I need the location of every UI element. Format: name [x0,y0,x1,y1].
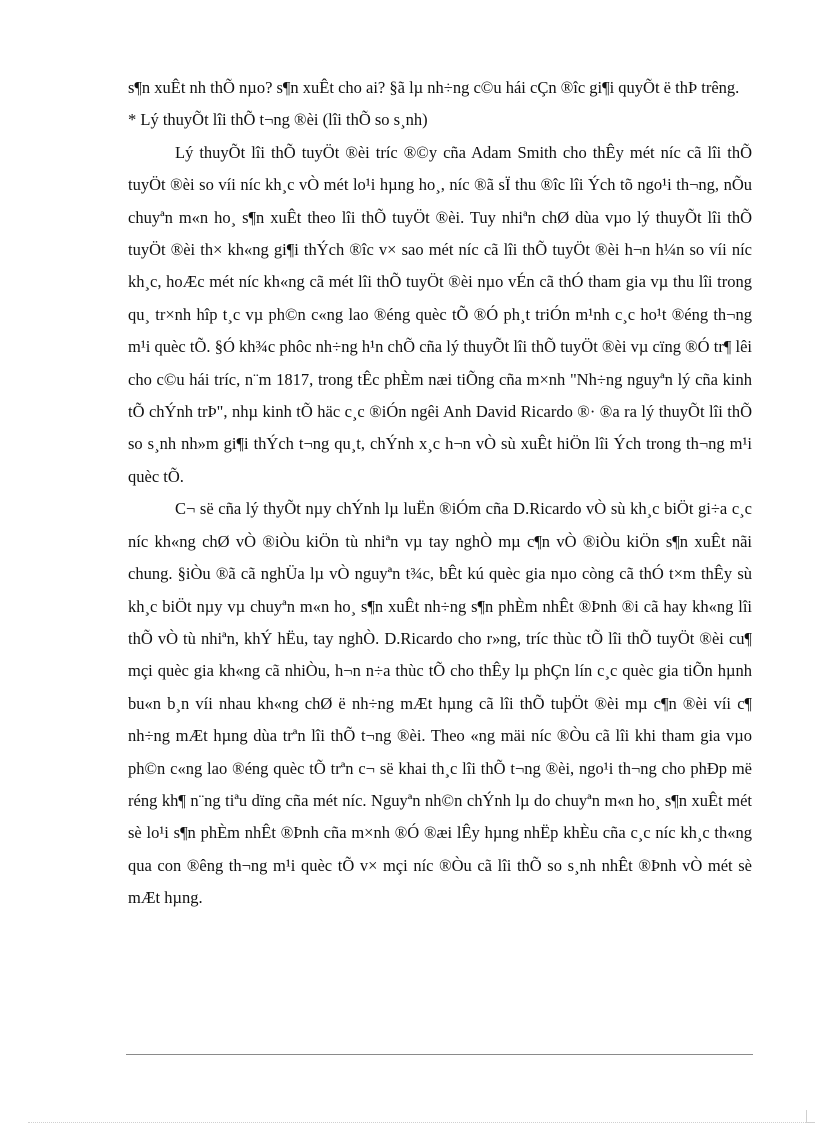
paragraph-comparative-advantage: C¬ së cña lý thyÕt nµy chÝnh lµ luËn ®iÓm cña D.Ricardo vÒ sù kh¸c biÖt gi÷a c¸c níc kh«ng chØ vÒ ®iÒu kiÖn tù nhiªn vµ tay nghÒ mµ c¶n vÒ ®iÒu kiÖn s¶n xuÊt nãi chung. §iÒu ®ã cã nghÜa lµ vÒ nguyªn t¾c, bÊt kú quèc gia nµo còng cã thÓ t×m thÊy sù kh¸c biÖt nµy vµ chuyªn m«n ho¸ s¶n xuÊt nh÷ng s¶n phÈm nhÊt ®Þnh ®i cã hay kh«ng lîi thÕ vÒ tù nhiªn, khÝ hËu, tay nghÒ. D.Ricardo cho r»ng, tríc thùc tÕ lîi thÕ tuyÖt ®èi cu¶ mçi quèc gia kh«ng cã nhiÒu, h¬n n÷a thùc tÕ cho thÊy lµ phÇn lín c¸c quèc gia tiÕn hµnh bu«n b¸n víi nhau kh«ng chØ ë nh÷ng mÆt hµng cã lîi thÕ tuþÖt ®èi mµ c¶n ®èi víi c¶ nh÷ng mÆt hµng dùa trªn lîi thÕ t¬ng ®èi. Theo «ng mäi níc ®Òu cã lîi khi tham gia vµo ph©n c«ng lao ®éng quèc tÕ trªn c¬ së khai th¸c lîi thÕ t¬ng ®èi, ngo¹i th¬ng cho phÐp më réng kh¶ n¨ng tiªu dïng cña mét níc. Nguyªn nh©n chÝnh lµ do chuyªn m«n ho¸ s¶n xuÊt mét sè lo¹i s¶n phÈm nhÊt ®Þnh cña m×nh ®Ó ®æi lÊy hµng nhËp khÈu cña c¸c níc kh¸c th«ng qua con ®êng th¬ng m¹i quèc tÕ v× mçi níc ®Òu cã lîi thÕ so s¸nh nhÊt ®Þnh vÒ mét sè mÆt hµng. [128,499,752,908]
footer-divider [126,1054,753,1055]
section-heading: * Lý thuyÕt lîi thÕ t¬ng ®èi (lîi thÕ so s¸nh) [128,110,428,130]
page-corner-mark [806,1110,815,1123]
body-text [128,72,752,915]
paragraph-absolute-advantage: Lý thuyÕt lîi thÕ tuyÖt ®èi tríc ®©y cña Adam Smith cho thÊy mét níc cã lîi thÕ tuyÖt ®èi so víi níc kh¸c vÒ mét lo¹i hµng ho¸, níc ®ã sÏ thu ®îc lîi Ých tõ ngo¹i th¬ng, nÕu chuyªn m«n ho¸ s¶n xuÊt theo lîi thÕ tuyÖt ®èi. Tuy nhiªn chØ dùa vµo lý thuyÕt lîi thÕ tuyÖt ®èi th× kh«ng gi¶i thÝch ®îc v× sao mét níc cã lîi thÕ tuyÖt ®èi h¬n h¼n so víi níc kh¸c, hoÆc mét níc kh«ng cã mét lîi thÕ tuyÖt ®èi nµo vÉn cã thÓ tham gia vµ thu lîi trong qu¸ tr×nh hîp t¸c vµ ph©n c«ng lao ®éng quèc tÕ ®Ó ph¸t triÓn m¹nh c¸c ho¹t ®éng th¬ng m¹i quèc tÕ. §Ó kh¾c phôc nh÷ng h¹n chÕ cña lý thuyÕt lîi thÕ tuyÖt ®èi vµ cïng ®Ó tr¶ lêi cho c©u hái tríc, n¨m 1817, trong tÊc phÈm næi tiÕng cña m×nh "Nh÷ng nguyªn lý cña kinh tÕ chÝnh trÞ", nhµ kinh tÕ häc c¸c ®iÓn ngêi Anh David Ricardo ®· ®a ra lý thuyÕt lîi thÕ so s¸nh nh»m gi¶i thÝch t¬ng qu¸t, chÝnh x¸c h¬n vÒ sù xuÊt hiÖn lîi Ých trong th¬ng m¹i quèc tÕ. [128,142,752,486]
paragraph-continuation: s¶n xuÊt nh thÕ nµo? s¶n xuÊt cho ai? §ã lµ nh÷ng c©u hái cÇn ®îc gi¶i quyÕt ë thÞ trêng. [128,78,740,97]
